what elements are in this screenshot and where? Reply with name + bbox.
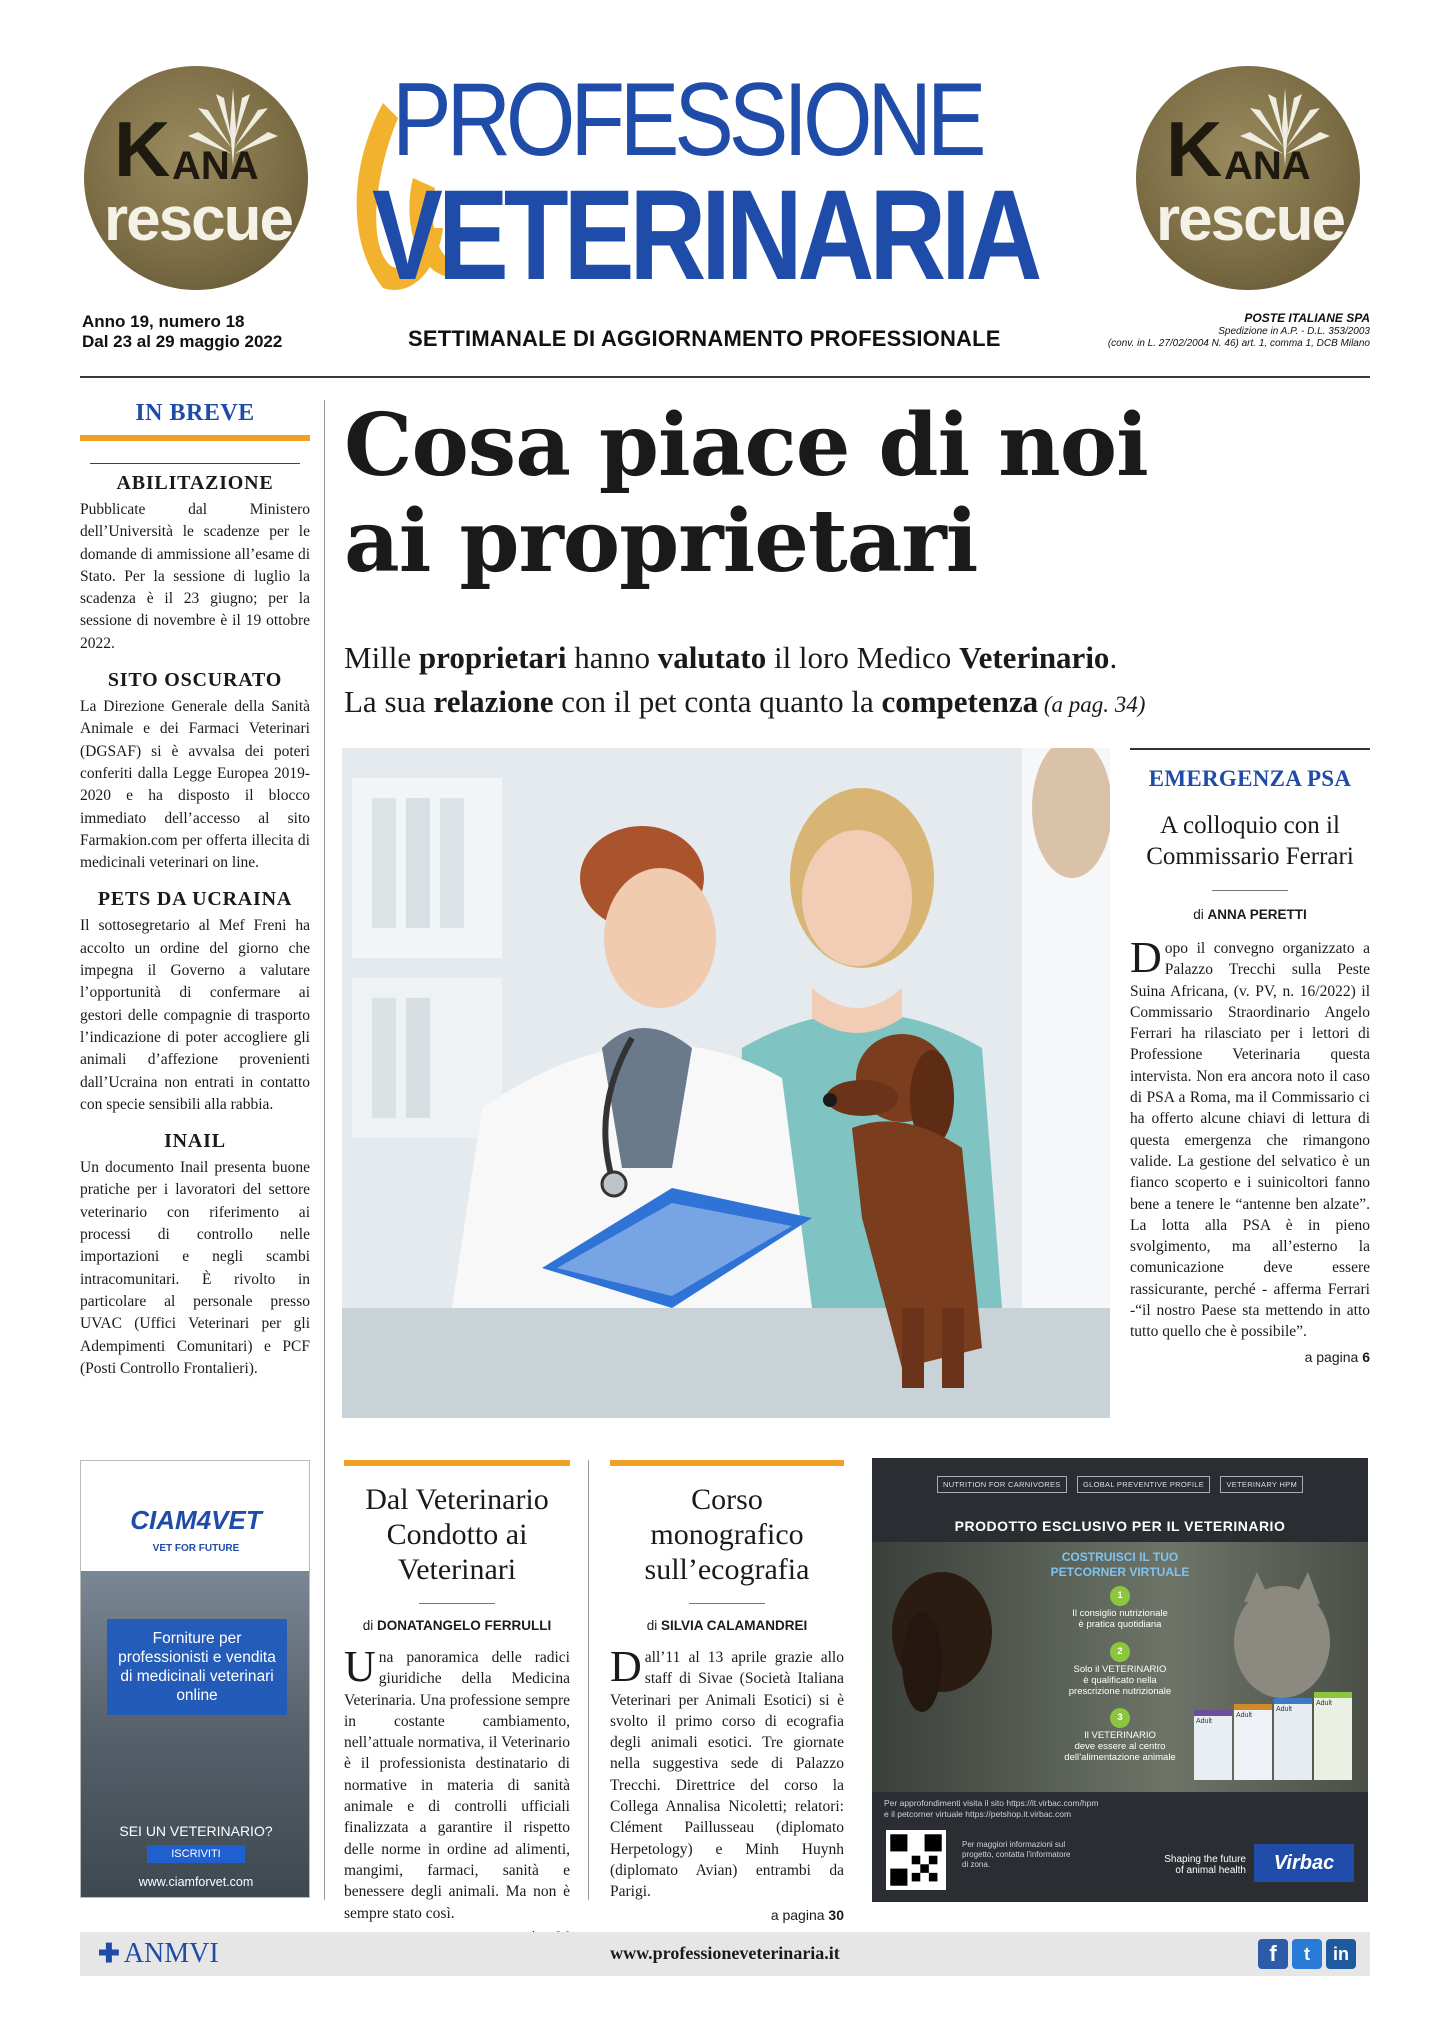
kana-rescue-logo-right — [1136, 66, 1360, 290]
article3-byline: di SILVIA CALAMANDREI — [646, 1618, 808, 1633]
logo-rescue: rescue — [1156, 185, 1344, 254]
social-links — [1258, 1939, 1356, 1969]
sidebar-separator — [324, 400, 325, 1900]
postal-info — [1030, 312, 1370, 350]
logo-gpp: GLOBAL PREVENTIVE PROFILE — [1077, 1476, 1210, 1493]
virbac-headline: PRODOTTO ESCLUSIVO PER IL VETERINARIO — [954, 1518, 1286, 1534]
sidebar-accent-bar — [80, 435, 310, 441]
product-pack: Adult — [1274, 1698, 1312, 1780]
brief-heading-inail: INAIL — [164, 1130, 226, 1153]
psa-title: A colloquio con il Commissario Ferrari — [1146, 812, 1354, 870]
psa-top-rule — [1130, 748, 1370, 750]
photo-illustration — [342, 748, 1110, 1418]
subhead-line2: La sua relazione con il pet conta quanto la competenza (a pag. 34) — [344, 684, 1146, 719]
issue-number: Anno 19, numero 18 — [82, 312, 245, 331]
product-pack: Adult — [1234, 1704, 1272, 1780]
sidebar-rule — [90, 463, 300, 464]
ciam-brand: CIAM4VET — [130, 1505, 262, 1535]
article2-dropcap: U — [344, 1642, 376, 1691]
sidebar-title: IN BREVE — [135, 400, 255, 426]
issue-dates: Dal 23 al 29 maggio 2022 — [82, 332, 283, 351]
article3-page-link[interactable]: a pagina 30 — [770, 1906, 844, 1923]
logo-ana: ANA — [1224, 144, 1311, 188]
brief-text-inail: Un documento Inail presenta buone pratiche per i lavoratori del settore veterinario con riferimento ai processi di controllo nelle importazioni e negli scambi intracomunitari. È rivolto in particolare al personale presso UVAC (Uffici Veterinari per gli Adempimenti Comunitari) e PCF (Posti Controllo Frontalieri). — [80, 1159, 310, 1377]
ciam-cta-button[interactable]: ISCRIVITI — [147, 1845, 245, 1863]
virbac-step-1: 1 Il consiglio nutrizionale è pratica quotidiana — [1020, 1586, 1220, 1630]
product-packs — [1194, 1690, 1354, 1780]
masthead-title-line1: PROFESSIONE — [392, 62, 982, 178]
ciam-offer-box — [107, 1619, 287, 1715]
virbac-brand-logo: Virbac — [1254, 1844, 1354, 1882]
virbac-contact: Per maggiori informazioni sul progetto, contatta l’informatore di zona. — [962, 1840, 1071, 1869]
article3-title: Corso monografico sull’ecografia — [644, 1483, 810, 1586]
product-pack: Adult — [1314, 1692, 1352, 1780]
psa-kicker: EMERGENZA PSA — [1148, 766, 1352, 791]
step-2-number: 2 — [1110, 1642, 1130, 1662]
psa-author: ANNA PERETTI — [1207, 907, 1307, 922]
product-pack: Adult — [1194, 1710, 1232, 1780]
brief-heading-abilitazione: ABILITAZIONE — [116, 472, 274, 494]
masthead-title-line2: VETERINARIA — [372, 164, 1038, 307]
in-breve-sidebar — [80, 400, 310, 1380]
main-photo-vet-with-dog — [342, 748, 1110, 1418]
psa-byline: di ANNA PERETTI — [1193, 907, 1307, 922]
brief-text-pets-ucraina: Il sottosegretario al Mef Freni ha accolto un ordine del giorno che impegna il Governo a valutare l’opportunità di confermare ai gestori delle compagnie di trasporto l’indicazione di poter accogliere gli animali d’affezione provenienti dall’Ucraina non entrati in contatto con specie sensibili alla rabbia. — [80, 917, 310, 1113]
psa-title-rule — [1212, 890, 1288, 891]
psa-article — [1130, 748, 1370, 1365]
poste-line1: Spedizione in A.P. - D.L. 353/2003 — [1218, 326, 1370, 337]
ciam-question: SEI UN VETERINARIO? — [119, 1823, 273, 1839]
logo-nutrition: NUTRITION FOR CARNIVORES — [937, 1476, 1067, 1493]
virbac-shaping: Shaping the future of animal health — [1164, 1854, 1246, 1876]
virbac-sub2: PETCORNER VIRTUALE — [1050, 1565, 1190, 1579]
header-divider — [80, 376, 1370, 378]
qr-code-icon[interactable] — [886, 1830, 946, 1890]
logo-k: K — [114, 105, 169, 193]
article2-body: Una panoramica delle radici giuridiche della Medicina Veterinaria. Una professione sempre in costante cambiamento, nell’attuale normativa, il Veterinario è il professionista destinatario di normative in materia di sanità animale e di controlli ufficiali finalizzata a garantire il rispetto delle norme in ordine ad alimenti, mangimi, farmaci, sanità e benessere degli animali. Ma non è sempre stato così. — [344, 1642, 570, 1922]
psa-dropcap: D — [1130, 933, 1162, 982]
brief-text-sito-oscurato: La Direzione Generale della Sanità Animale e dei Farmaci Veterinari (DGSAF) si è avvalsa dei poteri conferiti dalla Legge Europea 2019-2020 e ha disposto il blocco immediato dell’accesso al sito Farmakion.com per offerta illecita di medicinali veterinari on line. — [80, 698, 310, 872]
kana-rescue-logo-left — [84, 66, 308, 290]
main-subhead — [344, 636, 1374, 727]
article2-title: Dal Veterinario Condotto ai Veterinari — [365, 1483, 549, 1586]
ciam-offer: Forniture per professionisti e vendita di medicinali veterinari online — [118, 1630, 276, 1704]
virbac-step-3: 3 Il VETERINARIO deve essere al centro dell’alimentazione animale — [1020, 1708, 1220, 1763]
article2-separator — [588, 1460, 589, 1900]
article3-dropcap: D — [610, 1642, 642, 1691]
tagline: SETTIMANALE DI AGGIORNAMENTO PROFESSIONALE — [408, 326, 1001, 351]
brief-heading-sito-oscurato: SITO OSCURATO — [107, 669, 283, 692]
article2-byline: di DONATANGELO FERRULLI — [362, 1618, 552, 1633]
step-3-number: 3 — [1110, 1708, 1130, 1728]
psa-body: Dopo il convegno organizzato a Palazzo Trecchi sulla Peste Suina Africana, (v. PV, n. 16/2022) il Commissario Straordinario Angelo Ferrari ha rilasciato per i lettori di Professione Veterinaria questa intervista. Non era ancora noto il caso di PSA a Roma, ma il Commissario ci ha offerto alcune chiavi di lettura di questa emergenza che rimangono valide. La gestione del selvatico è un fianco scoperto e i suinicoltori fanno bene a tenere le “antenne ben alzate”. La lotta alla PSA è in pieno svolgimento, ma all’esterno la comunicazione deve essere rassicurante, perché - afferma Ferrari -“il nostro Paese sta mettendo in atto tutto quello che è possibile”. — [1130, 933, 1370, 1341]
linkedin-icon[interactable]: in — [1326, 1939, 1356, 1969]
logo-ana: ANA — [172, 144, 259, 188]
facebook-icon[interactable]: f — [1258, 1939, 1288, 1969]
ciam-url[interactable]: www.ciamforvet.com — [138, 1875, 254, 1889]
article3-author: SILVIA CALAMANDREI — [661, 1618, 808, 1633]
virbac-step-2: 2 Solo il VETERINARIO è qualificato nella prescrizione nutrizionale — [1020, 1642, 1220, 1697]
article-veterinario-condotto — [344, 1460, 570, 1944]
headline-line1: Cosa piace di noi — [344, 395, 1148, 496]
virbac-logo-row — [872, 1480, 1368, 1489]
logo-rescue: rescue — [104, 185, 292, 254]
anmvi-name: ANMVI — [123, 1938, 219, 1969]
logo-hpm: VETERINARY HPM — [1220, 1476, 1303, 1493]
article3-title-rule — [689, 1603, 765, 1604]
brief-heading-pets-ucraina: PETS DA UCRAINA — [97, 888, 293, 911]
main-headline — [344, 395, 1364, 592]
footer-bar — [80, 1932, 1370, 1976]
footer-url[interactable]: www.professioneveterinaria.it — [610, 1943, 840, 1963]
logo-k: K — [1166, 105, 1221, 193]
article2-title-rule — [419, 1603, 495, 1604]
psa-page-link[interactable]: a pagina 6 — [1304, 1348, 1370, 1365]
article3-accent-bar — [610, 1460, 844, 1466]
virbac-info: Per approfondimenti visita il sito https://it.virbac.com/hpm e il petcorner virtuale https://petshop.it.virbac.com — [884, 1798, 1099, 1819]
brief-text-abilitazione: Pubblicate dal Ministero dell’Università le scadenze per le domande di ammissione all’esame di Stato. Per la sessione di luglio la scadenza è il 23 giugno; per la sessione di novembre è il 19 ottobre 2022. — [80, 501, 310, 652]
article2-author: DONATANGELO FERRULLI — [377, 1618, 552, 1633]
anmvi-cross-icon: ✚ — [98, 1939, 120, 1968]
headline-line2: ai proprietari — [344, 491, 978, 592]
article3-body: Dall’11 al 13 aprile grazie allo staff di Sivae (Società Italiana Veterinari per Animali Esotici) si è svolto il primo corso di ecografia degli animali esotici. Tre giornate nella suggestiva sede di Palazzo Trecchi. Direttrice del corso la Collega Annalisa Nicoletti; relatori: Clément Paillusseau (diplomato Herpetology) e Minh Huynh (diplomato Avian) entrambi da Parigi. — [610, 1642, 844, 1901]
article2-accent-bar — [344, 1460, 570, 1466]
step-1-number: 1 — [1110, 1586, 1130, 1606]
twitter-icon[interactable]: t — [1292, 1939, 1322, 1969]
article-corso-ecografia — [610, 1460, 844, 1923]
virbac-hpm-ad[interactable] — [872, 1458, 1368, 1902]
virbac-sub1: COSTRUISCI IL TUO — [1061, 1550, 1179, 1564]
ciam-slogan: VET FOR FUTURE — [152, 1543, 240, 1554]
poste-line2: (conv. in L. 27/02/2004 N. 46) art. 1, comma 1, DCB Milano — [1107, 338, 1370, 349]
poste-title: POSTE ITALIANE SPA — [1244, 311, 1370, 325]
ciam4vet-ad[interactable] — [80, 1460, 310, 1898]
subhead-line1: Mille proprietari hanno valutato il loro Medico Veterinario. — [344, 640, 1118, 675]
